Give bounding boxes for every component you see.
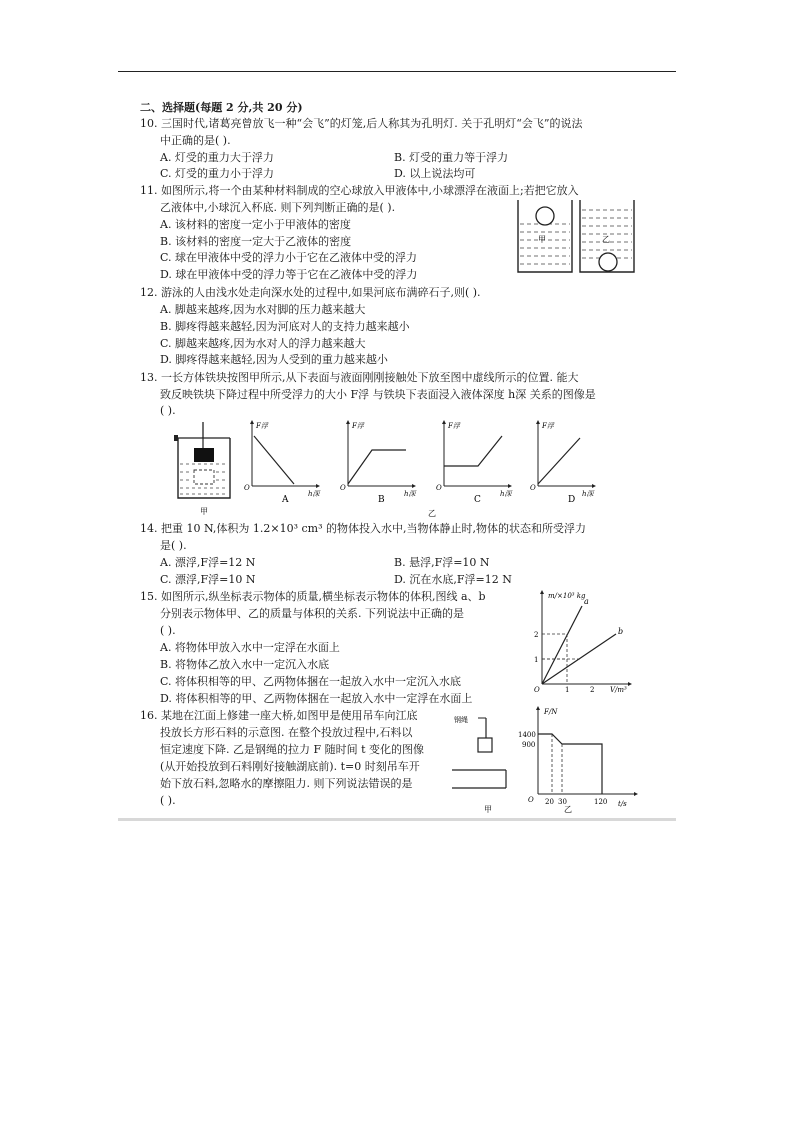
q13-c-ylabel: F浮 [448,422,460,430]
q13-graph-c [436,420,514,505]
q15-option-b: B. 将物体乙放入水中一定沉入水底 [160,658,330,671]
q15-xlabel: V/m³ [610,686,627,694]
q10-stem-2: 中正确的是( ). [160,134,231,147]
bottom-band [118,818,676,821]
q15-origin: O [534,686,540,694]
q16-xlabel: t/s [618,800,627,808]
q16-origin: O [528,796,534,804]
q12-stem: 12. 游泳的人由浅水处走向深水处的过程中,如果河底布满碎石子,则( ). [140,286,481,299]
q11-option-a: A. 该材料的密度一定小于甲液体的密度 [160,218,351,231]
q13-label-jia: 甲 [200,507,208,516]
q16-ytick-900: 900 [522,741,536,749]
q11-label-jia: 甲 [538,235,546,244]
q12-option-c: C. 脚越来越疼,因为水对人的浮力越来越大 [160,337,366,350]
q13-c-label: C [474,495,481,505]
q15-xtick-2: 2 [590,686,595,694]
q12-option-a: A. 脚越来越疼,因为水对脚的压力越来越大 [160,303,366,316]
section-title: 二、选择题(每题 2 分,共 20 分) [140,101,303,114]
q10-stem-1: 10. 三国时代,诸葛亮曾放飞一种“会飞”的灯笼,后人称其为孔明灯. 关于孔明灯“会飞”的说法 [140,117,583,130]
q16-rope-label: 钢绳 [454,716,468,724]
q15-line-b-label: b [618,627,624,636]
q13-figure [168,418,600,520]
q16-xtick-30: 30 [558,798,567,806]
q16-ytick-1400: 1400 [518,731,536,739]
q13-a-ylabel: F浮 [256,422,268,430]
q11-option-c: C. 球在甲液体中受的浮力小于它在乙液体中受的浮力 [160,251,418,264]
q13-d-label: D [568,495,576,505]
q13-c-origin: O [436,484,442,492]
q14-option-d: D. 沉在水底,F浮=12 N [394,573,512,586]
stone-block [478,738,492,752]
q15-ytick-2: 2 [534,631,539,639]
q16-force-graph [518,704,646,816]
q16-label-jia: 甲 [484,805,492,814]
q15-xtick-1: 1 [565,686,570,694]
line-a [542,606,582,684]
q10-option-a: A. 灯受的重力大于浮力 [160,151,274,164]
q16-stem-2: 投放长方形石料的示意图. 在整个投放过程中,石料以 [160,726,413,739]
q15-graph [530,588,642,694]
q13-graph-b [340,420,418,505]
q15-stem-1: 15. 如图所示,纵坐标表示物体的质量,横坐标表示物体的体积,图线 a、b [140,590,486,603]
q12-option-d: D. 脚疼得越来越轻,因为人受到的重力越来越小 [160,353,388,366]
q11-option-d: D. 球在甲液体中受的浮力等于它在乙液体中受的浮力 [160,268,418,281]
q10-option-d: D. 以上说法均可 [394,167,476,180]
top-rule [118,71,676,72]
q15-line-a-label: a [584,597,589,606]
iron-block-dashed-position [194,470,214,484]
q13-d-ylabel: F浮 [542,422,554,430]
q16-ylabel: F/N [544,708,558,716]
q14-stem-1: 14. 把重 10 N,体积为 1.2×10³ cm³ 的物体投入水中,当物体静止时,物体的状态和所受浮力 [140,522,586,535]
q13-label-yi: 乙 [428,509,436,518]
q15-option-d: D. 将体积相等的甲、乙两物体捆在一起放入水中一定浮在水面上 [160,692,473,705]
q15-stem-2: 分别表示物体甲、乙的质量与体积的关系. 下列说法中正确的是 [160,607,464,620]
q15-ytick-1: 1 [534,656,539,664]
q15-option-c: C. 将体积相等的甲、乙两物体捆在一起放入水中一定沉入水底 [160,675,462,688]
q13-stem-1: 13. 一长方体铁块按图甲所示,从下表面与液面刚刚接触处下放至图中虚线所示的位置. 能大 [140,371,579,384]
q13-stem-2: 致反映铁块下降过程中所受浮力的大小 F浮 与铁块下表面浸入液体深度 h深 关系的图像是 [160,388,596,401]
q16-stem-3: 恒定速度下降. 乙是钢绳的拉力 F 随时间 t 变化的图像 [160,743,425,756]
floating-ball [536,207,554,225]
q13-b-label: B [378,495,385,505]
q16-crane-figure [448,708,524,816]
q15-stem-3: ( ). [160,624,176,637]
q14-option-c: C. 漂浮,F浮=10 N [160,573,256,586]
q16-stem-5: 始下放石料,忽略水的摩擦阻力. 则下列说法错误的是 [160,777,413,790]
q11-label-yi: 乙 [602,235,610,244]
q13-graph-a [244,420,322,505]
q16-xtick-120: 120 [594,798,608,806]
q13-b-origin: O [340,484,346,492]
q10-option-b: B. 灯受的重力等于浮力 [394,151,509,164]
q16-stem-1: 16. 某地在江面上修建一座大桥,如图甲是使用吊车向江底 [140,709,418,722]
q16-label-yi: 乙 [564,805,572,814]
q13-c-xlabel: h深 [500,490,512,498]
q13-d-origin: O [530,484,536,492]
q13-b-xlabel: h深 [404,490,416,498]
q13-beaker [174,422,230,498]
q11-stem-2: 乙液体中,小球沉入杯底. 则下列判断正确的是( ). [160,201,396,214]
q16-stem-6: ( ). [160,794,176,807]
q14-option-a: A. 漂浮,F浮=12 N [160,556,256,569]
iron-block [194,448,214,462]
q16-xtick-20: 20 [545,798,554,806]
q15-option-a: A. 将物体甲放入水中一定浮在水面上 [160,641,340,654]
q13-graph-d [530,420,596,505]
q14-option-b: B. 悬浮,F浮=10 N [394,556,490,569]
q13-d-xlabel: h深 [582,490,594,498]
q11-stem-1: 11. 如图所示,将一个由某种材料制成的空心球放入甲液体中,小球漂浮在液面上;若把它放入 [140,184,579,197]
q15-ylabel: m/×10³ kg [548,592,586,600]
q14-stem-2: 是( ). [160,539,187,552]
q10-option-c: C. 灯受的重力小于浮力 [160,167,275,180]
sunk-ball [599,253,617,271]
force-curve [538,734,602,794]
q13-a-origin: O [244,484,250,492]
q16-stem-4: (从开始投放到石料刚好接触湖底前). t=0 时刻吊车开 [160,760,420,773]
q13-b-ylabel: F浮 [352,422,364,430]
q11-figure [514,198,640,276]
q12-option-b: B. 脚疼得越来越轻,因为河底对人的支持力越来越小 [160,320,410,333]
q13-a-xlabel: h深 [308,490,320,498]
q11-option-b: B. 该材料的密度一定大于乙液体的密度 [160,235,352,248]
q13-stem-3: ( ). [160,404,176,417]
q13-a-label: A [282,495,289,505]
